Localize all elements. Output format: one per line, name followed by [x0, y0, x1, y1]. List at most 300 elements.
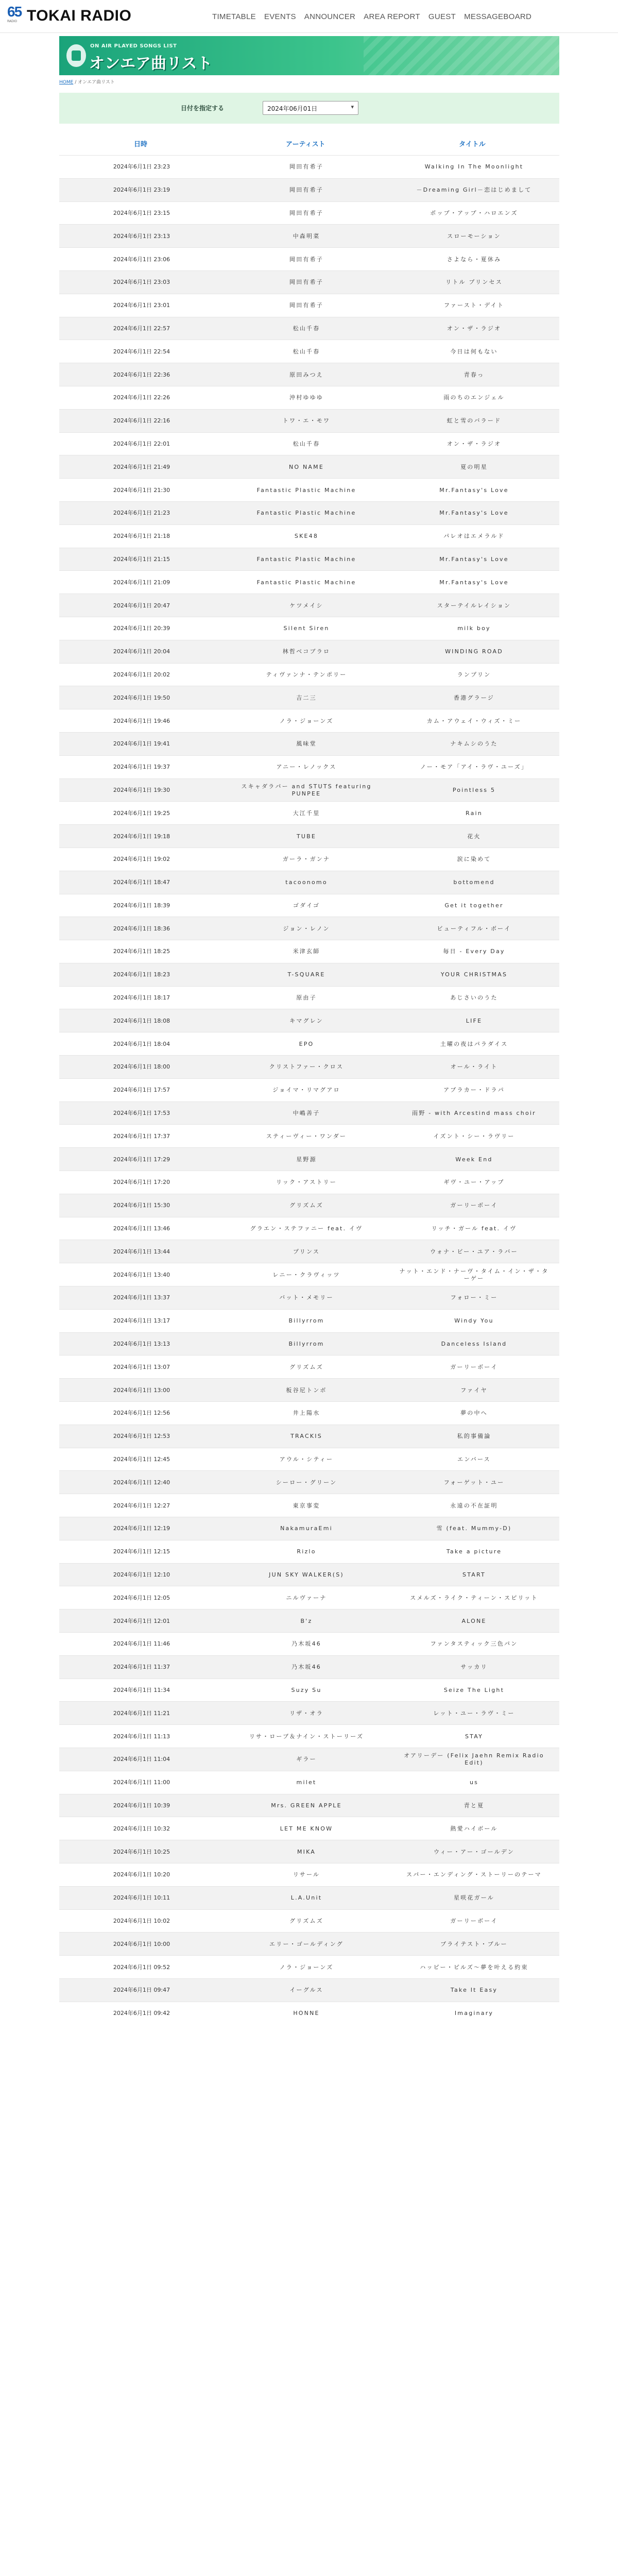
cell-datetime: 2024年6月1日 10:25: [113, 1848, 170, 1855]
cell-artist: アウル・シティー: [279, 1456, 334, 1463]
cell-artist: スティーヴィー・ワンダー: [266, 1132, 347, 1140]
cell-title: フォロー・ミー: [450, 1294, 498, 1301]
cell-artist: 東京事変: [293, 1502, 320, 1509]
date-select[interactable]: [263, 101, 358, 115]
cell-artist: 乃木坂46: [291, 1640, 321, 1648]
table-row: [59, 1886, 559, 1909]
table-row: [59, 1540, 559, 1563]
cell-artist: クリストファー・クロス: [269, 1063, 344, 1071]
cell-title: Windy You: [454, 1317, 494, 1325]
table-row: [59, 1909, 559, 1933]
cell-datetime: 2024年6月1日 19:25: [113, 809, 170, 817]
cell-datetime: 2024年6月1日 18:23: [113, 971, 170, 978]
table-row: [59, 1863, 559, 1886]
cell-artist: T-SQUARE: [287, 971, 325, 978]
cell-title: ファイヤ: [460, 1386, 488, 1394]
cell-datetime: 2024年6月1日 22:57: [113, 325, 170, 332]
table-row: [59, 1078, 559, 1101]
cell-datetime: 2024年6月1日 18:47: [113, 879, 170, 886]
cell-datetime: 2024年6月1日 12:19: [113, 1525, 170, 1532]
cell-datetime: 2024年6月1日 10:11: [113, 1894, 170, 1902]
music-note-icon-inner: [72, 50, 81, 61]
cell-datetime: 2024年6月1日 17:53: [113, 1110, 170, 1117]
table-row: [59, 940, 559, 963]
table-row: [59, 270, 559, 294]
table-row: [59, 1517, 559, 1540]
cell-datetime: 2024年6月1日 17:29: [113, 1156, 170, 1163]
cell-datetime: 2024年6月1日 18:36: [113, 925, 170, 932]
cell-artist: Fantastic Plastic Machine: [256, 486, 356, 494]
cell-datetime: 2024年6月1日 12:53: [113, 1433, 170, 1440]
cell-datetime: 2024年6月1日 11:21: [113, 1709, 170, 1717]
cell-title: 雨野 - with Arcestind mass choir: [412, 1110, 536, 1117]
cell-datetime: 2024年6月1日 13:46: [113, 1225, 170, 1232]
cell-datetime: 2024年6月1日 13:13: [113, 1341, 170, 1348]
cell-datetime: 2024年6月1日 20:47: [113, 602, 170, 609]
cell-title: オアリーデー (Felix Jaehn Remix Radio Edit): [404, 1752, 544, 1767]
cell-artist: Fantastic Plastic Machine: [256, 555, 356, 563]
cell-title: ウォナ・ビー・ユア・ラバー: [430, 1248, 518, 1255]
table-row: [59, 548, 559, 571]
cell-datetime: 2024年6月1日 09:47: [113, 1987, 170, 1994]
cell-title: Pointless 5: [452, 786, 496, 793]
cell-datetime: 2024年6月1日 23:15: [113, 209, 170, 216]
cell-artist: キマグレン: [289, 1017, 323, 1024]
cell-datetime: 2024年6月1日 11:46: [113, 1640, 170, 1648]
cell-datetime: 2024年6月1日 17:57: [113, 1087, 170, 1094]
cell-artist: 沖村ゆゆゆ: [289, 394, 323, 401]
table-row: [59, 201, 559, 225]
cell-datetime: 2024年6月1日 12:05: [113, 1594, 170, 1601]
cell-datetime: 2024年6月1日 23:01: [113, 302, 170, 309]
cell-artist: Billyrrom: [288, 1341, 324, 1348]
cell-datetime: 2024年6月1日 20:39: [113, 625, 170, 632]
table-row: [59, 1101, 559, 1125]
cell-title: パレオはエメラルド: [443, 533, 505, 540]
cell-datetime: 2024年6月1日 15:30: [113, 1202, 170, 1209]
table-row: [59, 317, 559, 340]
banner-subtitle: ON AIR PLAYED SONGS LIST: [90, 43, 177, 49]
cell-artist: L.A.Unit: [290, 1894, 322, 1902]
cell-artist: リサール: [293, 1871, 320, 1878]
cell-title: START: [462, 1571, 486, 1578]
header-artist: アーティスト: [286, 141, 325, 148]
cell-title: ランプリン: [457, 671, 491, 678]
table-row: [59, 1978, 559, 2002]
cell-title: Danceless Island: [441, 1341, 507, 1348]
cell-title: us: [469, 1779, 479, 1786]
cell-title: ギヴ・ユー・アップ: [443, 1179, 505, 1186]
cell-title: 雪 (feat. Mummy-D): [436, 1525, 512, 1532]
table-row: [59, 1817, 559, 1840]
table-row: [59, 1632, 559, 1655]
table-row: [59, 1609, 559, 1632]
cell-title: WINDING ROAD: [445, 648, 503, 655]
cell-title: Mr.Fantasy's Love: [439, 579, 509, 586]
cell-artist: ジョン・レノン: [283, 925, 330, 932]
main-nav: [212, 12, 531, 21]
cell-title: Seize The Light: [443, 1686, 505, 1693]
cell-artist: 岡田有希子: [289, 209, 323, 216]
cell-title: Take a picture: [446, 1548, 502, 1555]
page-title: オンエア曲リスト: [89, 55, 213, 73]
logo-number: 65: [7, 4, 22, 20]
cell-title: スターテイルレイション: [437, 602, 511, 609]
cell-datetime: 2024年6月1日 18:00: [113, 1063, 170, 1071]
breadcrumb: [59, 78, 115, 85]
cell-datetime: 2024年6月1日 13:40: [113, 1271, 170, 1278]
cell-title: 永遠の不在証明: [450, 1502, 498, 1509]
table-row: [59, 824, 559, 848]
table-row: [59, 1309, 559, 1332]
cell-artist: グリズムズ: [289, 1202, 323, 1209]
table-row: [59, 1771, 559, 1794]
cell-title: Mr.Fantasy's Love: [439, 510, 509, 517]
cell-artist: グリズムズ: [289, 1363, 323, 1370]
table-row: [59, 709, 559, 732]
table-row: [59, 1932, 559, 1955]
table-row: [59, 478, 559, 501]
cell-datetime: 2024年6月1日 18:17: [113, 994, 170, 1002]
cell-datetime: 2024年6月1日 12:01: [113, 1617, 170, 1624]
cell-datetime: 2024年6月1日 20:04: [113, 648, 170, 655]
logo-sub: RADIO: [7, 20, 18, 23]
cell-title: ポップ・アップ・ハロエンズ: [430, 209, 518, 216]
cell-artist: TUBE: [296, 833, 317, 840]
cell-artist: 中森明菜: [293, 232, 320, 240]
date-select-value: 2024年06月01日: [267, 105, 318, 112]
cell-artist: ジョイマ・リマグアロ: [272, 1087, 340, 1094]
cell-datetime: 2024年6月1日 22:36: [113, 371, 170, 378]
cell-datetime: 2024年6月1日 12:10: [113, 1571, 170, 1578]
cell-datetime: 2024年6月1日 13:44: [113, 1248, 170, 1255]
cell-title: ビューティフル・ボーイ: [437, 925, 511, 932]
table-row: [59, 963, 559, 986]
cell-datetime: 2024年6月1日 23:19: [113, 187, 170, 194]
cell-artist: 岡田有希子: [289, 256, 323, 263]
cell-artist: B'z: [300, 1617, 313, 1624]
cell-datetime: 2024年6月1日 18:39: [113, 902, 170, 909]
cell-datetime: 2024年6月1日 12:45: [113, 1456, 170, 1463]
cell-datetime: 2024年6月1日 23:03: [113, 279, 170, 286]
cell-title: ガーリーボーイ: [450, 1363, 498, 1370]
cell-datetime: 2024年6月1日 21:30: [113, 486, 170, 494]
cell-artist: アニー・レノックス: [276, 764, 337, 771]
cell-datetime: 2024年6月1日 09:52: [113, 1963, 170, 1971]
table-row: [59, 801, 559, 824]
cell-artist: MIKA: [297, 1848, 316, 1855]
cell-title: ナキムシのうた: [450, 740, 498, 748]
cell-artist: 原田みつえ: [289, 371, 323, 378]
cell-artist: ゴダイゴ: [293, 902, 320, 909]
cell-artist: 岡田有希子: [289, 187, 323, 194]
cell-title: ノー・モア「アイ・ラヴ・ユーズ」: [420, 764, 528, 771]
table-row: [59, 409, 559, 432]
cell-artist: HONNE: [293, 2010, 320, 2017]
cell-artist: Suzy Su: [291, 1686, 322, 1693]
table-row: [59, 178, 559, 201]
cell-title: Take It Easy: [450, 1987, 498, 1994]
song-list: [59, 155, 559, 2025]
cell-datetime: 2024年6月1日 09:42: [113, 2010, 170, 2017]
cell-artist: NakamuraEmi: [280, 1525, 333, 1532]
cell-title: 私的事備論: [457, 1433, 491, 1440]
cell-datetime: 2024年6月1日 12:27: [113, 1502, 170, 1509]
cell-datetime: 2024年6月1日 21:23: [113, 510, 170, 517]
cell-datetime: 2024年6月1日 22:01: [113, 440, 170, 447]
cell-datetime: 2024年6月1日 19:30: [113, 786, 170, 793]
cell-datetime: 2024年6月1日 19:37: [113, 764, 170, 771]
cell-title: ファースト・デイト: [443, 302, 505, 309]
table-row: [59, 1032, 559, 1055]
cell-title: 毎日 - Every Day: [443, 948, 505, 955]
table-row: [59, 986, 559, 1009]
cell-artist: 松山千春: [293, 348, 320, 355]
cell-title: Week End: [455, 1156, 493, 1163]
cell-artist: 原由子: [296, 994, 317, 1002]
table-row: [59, 1124, 559, 1147]
table-row: [59, 617, 559, 640]
cell-datetime: 2024年6月1日 13:37: [113, 1294, 170, 1301]
cell-datetime: 2024年6月1日 18:25: [113, 948, 170, 955]
table-row: [59, 1448, 559, 1471]
station-name[interactable]: TOKAI RADIO: [27, 7, 132, 24]
cell-title: エンバース: [457, 1456, 491, 1463]
cell-datetime: 2024年6月1日 22:16: [113, 417, 170, 425]
cell-datetime: 2024年6月1日 20:02: [113, 671, 170, 678]
cell-title: ファンタスティック三色パン: [430, 1640, 518, 1648]
cell-title: 夏の明星: [460, 463, 488, 470]
cell-title: 熱愛ハイボール: [450, 1825, 498, 1832]
cell-title: ALONE: [461, 1617, 487, 1624]
cell-title: ガーリーボーイ: [450, 1917, 498, 1924]
cell-artist: 岡田有希子: [289, 279, 323, 286]
cell-artist: グリズムズ: [289, 1917, 323, 1924]
table-row: [59, 686, 559, 709]
cell-title: さよなら・夏休み: [447, 256, 502, 263]
cell-artist: シーロー・グリーン: [276, 1479, 337, 1486]
cell-title: Get it together: [444, 902, 504, 909]
header-title: タイトル: [459, 141, 486, 148]
cell-artist: 星野源: [296, 1156, 317, 1163]
page-banner: [59, 36, 559, 75]
cell-title: 雨のちのエンジェル: [443, 394, 505, 401]
cell-artist: Fantastic Plastic Machine: [256, 510, 356, 517]
table-row: [59, 1840, 559, 1863]
cell-title: LIFE: [466, 1017, 483, 1024]
table-row: [59, 871, 559, 894]
table-row: [59, 1263, 559, 1286]
table-row: [59, 1470, 559, 1494]
table-row: [59, 501, 559, 524]
table-row: [59, 1194, 559, 1217]
cell-title: Walking In The Moonlight: [424, 163, 524, 171]
cell-datetime: 2024年6月1日 21:09: [113, 579, 170, 586]
breadcrumb-current: オンエア曲リスト: [78, 80, 115, 85]
cell-title: リッチ・ガール feat. イヴ: [431, 1225, 517, 1232]
cell-artist: 吉二三: [296, 694, 317, 701]
cell-title: milk boy: [457, 625, 491, 632]
table-row: [59, 1401, 559, 1425]
cell-artist: TRACKIS: [290, 1433, 322, 1440]
cell-title: オン・ザ・ラジオ: [447, 325, 502, 332]
table-row: [59, 1171, 559, 1194]
cell-datetime: 2024年6月1日 19:02: [113, 856, 170, 863]
cell-title: 星咲花ガール: [454, 1894, 494, 1902]
cell-artist: グラエン・ステファニー feat. イヴ: [250, 1225, 363, 1232]
cell-datetime: 2024年6月1日 12:56: [113, 1410, 170, 1417]
table-row: [59, 663, 559, 686]
date-filter-bar: [59, 93, 559, 124]
nav-announcer[interactable]: ANNOUNCER: [304, 12, 356, 21]
cell-artist: 米津玄師: [293, 948, 320, 955]
cell-title: 夢の中へ: [460, 1410, 488, 1417]
table-row: [59, 732, 559, 755]
table-row: [59, 2002, 559, 2025]
cell-datetime: 2024年6月1日 12:40: [113, 1479, 170, 1486]
cell-title: －Dreaming Girl－恋はじめまして: [416, 187, 532, 194]
cell-datetime: 2024年6月1日 22:26: [113, 394, 170, 401]
cell-datetime: 2024年6月1日 21:49: [113, 463, 170, 470]
cell-artist: Mrs. GREEN APPLE: [271, 1802, 342, 1809]
cell-artist: milet: [296, 1779, 317, 1786]
table-row: [59, 363, 559, 386]
table-row: [59, 894, 559, 917]
cell-artist: JUN SKY WALKER(S): [269, 1571, 344, 1578]
cell-datetime: 2024年6月1日 11:04: [113, 1756, 170, 1763]
table-row: [59, 917, 559, 940]
cell-datetime: 2024年6月1日 11:00: [113, 1779, 170, 1786]
cell-title: Rain: [466, 809, 483, 817]
cell-title: ハッピー・ピルズ～夢を叶える約束: [420, 1963, 528, 1971]
table-row: [59, 1009, 559, 1032]
cell-datetime: 2024年6月1日 10:32: [113, 1825, 170, 1832]
cell-title: 土曜の夜はパラダイス: [440, 1040, 508, 1047]
cell-title: YOUR CHRISTMAS: [440, 971, 508, 978]
table-row: [59, 1425, 559, 1448]
table-row: [59, 778, 559, 802]
cell-title: リトル プリンセス: [445, 279, 503, 286]
cell-datetime: 2024年6月1日 10:20: [113, 1871, 170, 1878]
table-row: [59, 640, 559, 663]
header-datetime: 日時: [134, 141, 148, 148]
cell-title: レット・ユー・ラヴ・ミー: [433, 1709, 515, 1717]
cell-title: Mr.Fantasy's Love: [439, 555, 509, 563]
cell-title: スメルズ・ライク・ティーン・スピリット: [410, 1594, 538, 1601]
cell-artist: 松山千春: [293, 325, 320, 332]
cell-artist: LET ME KNOW: [280, 1825, 333, 1832]
table-row: [59, 1701, 559, 1724]
table-row: [59, 1286, 559, 1309]
cell-artist: リック・アストリー: [276, 1179, 337, 1186]
table-row: [59, 848, 559, 871]
cell-artist: 井上陽水: [293, 1410, 320, 1417]
cell-title: 涙に染めて: [457, 856, 491, 863]
nav-area-report[interactable]: AREA REPORT: [364, 12, 420, 21]
cell-artist: 松山千春: [293, 440, 320, 447]
cell-title: ガーリーボーイ: [450, 1202, 498, 1209]
table-row: [59, 1563, 559, 1586]
cell-title: あじさいのうた: [450, 994, 498, 1002]
breadcrumb-home[interactable]: HOME: [59, 80, 74, 85]
cell-datetime: 2024年6月1日 23:06: [113, 256, 170, 263]
cell-artist: ティヴァンナ・テンポリー: [266, 671, 347, 678]
cell-datetime: 2024年6月1日 10:39: [113, 1802, 170, 1809]
nav-messageboard[interactable]: MESSAGEBOARD: [464, 12, 532, 21]
cell-datetime: 2024年6月1日 19:50: [113, 694, 170, 701]
table-row: [59, 1655, 559, 1679]
cell-artist: スキャダラパー and STUTS featuring PUNPEE: [241, 783, 372, 797]
nav-timetable[interactable]: TIMETABLE: [212, 12, 256, 21]
cell-artist: ニルヴァーナ: [286, 1594, 327, 1601]
cell-title: フォーゲット・ユー: [443, 1479, 505, 1486]
cell-title: 虹と雪のバラード: [447, 417, 502, 425]
cell-datetime: 2024年6月1日 12:15: [113, 1548, 170, 1555]
cell-artist: ノラ・ジョーンズ: [279, 717, 334, 724]
cell-artist: EPO: [299, 1040, 314, 1047]
table-row: [59, 1378, 559, 1401]
table-row: [59, 1679, 559, 1702]
banner-stripes: [364, 36, 559, 75]
table-row: [59, 1332, 559, 1355]
cell-datetime: 2024年6月1日 10:02: [113, 1917, 170, 1924]
table-row: [59, 1724, 559, 1748]
cell-artist: バット・メモリー: [279, 1294, 334, 1301]
cell-title: 青と夏: [464, 1802, 485, 1809]
cell-datetime: 2024年6月1日 19:41: [113, 740, 170, 748]
cell-artist: トワ・エ・モワ: [282, 417, 331, 425]
cell-artist: ギラー: [296, 1756, 317, 1763]
cell-artist: Silent Siren: [283, 625, 330, 632]
table-row: [59, 340, 559, 363]
cell-datetime: 2024年6月1日 17:37: [113, 1132, 170, 1140]
table-row: [59, 1494, 559, 1517]
cell-artist: リサ・ローブ＆ナイン・ストーリーズ: [249, 1733, 364, 1740]
cell-title: Mr.Fantasy's Love: [439, 486, 509, 494]
nav-events[interactable]: EVENTS: [264, 12, 296, 21]
cell-artist: SKE48: [294, 533, 319, 540]
cell-artist: 岡田有希子: [289, 302, 323, 309]
cell-title: STAY: [465, 1733, 484, 1740]
nav-guest[interactable]: GUEST: [428, 12, 456, 21]
cell-datetime: 2024年6月1日 13:17: [113, 1317, 170, 1325]
cell-artist: 風味堂: [296, 740, 317, 748]
table-row: [59, 1955, 559, 1978]
cell-artist: レニー・クラヴィッツ: [272, 1271, 340, 1278]
station-logo[interactable]: [7, 4, 24, 28]
cell-title: ブライテスト・ブルー: [440, 1940, 508, 1947]
cell-datetime: 2024年6月1日 10:00: [113, 1940, 170, 1947]
cell-artist: ケツメイシ: [289, 602, 323, 609]
cell-title: 青春っ: [464, 371, 485, 378]
cell-datetime: 2024年6月1日 11:34: [113, 1686, 170, 1693]
cell-datetime: 2024年6月1日 21:15: [113, 555, 170, 563]
cell-artist: Rizlo: [297, 1548, 316, 1555]
cell-title: スパー・エンディング・ストーリーのテーマ: [406, 1871, 542, 1878]
table-header: [59, 137, 559, 152]
table-row: [59, 432, 559, 455]
cell-title: bottomend: [453, 879, 495, 886]
cell-artist: 板谷尼トンボ: [286, 1386, 327, 1394]
cell-artist: NO NAME: [289, 463, 324, 470]
breadcrumb-separator: /: [75, 80, 78, 85]
cell-artist: イーグルス: [289, 1987, 323, 1994]
cell-artist: 乃木坂46: [291, 1664, 321, 1671]
cell-title: Imaginary: [454, 2010, 494, 2017]
cell-title: 香港グラージ: [454, 694, 494, 701]
table-row: [59, 294, 559, 317]
table-row: [59, 1217, 559, 1240]
